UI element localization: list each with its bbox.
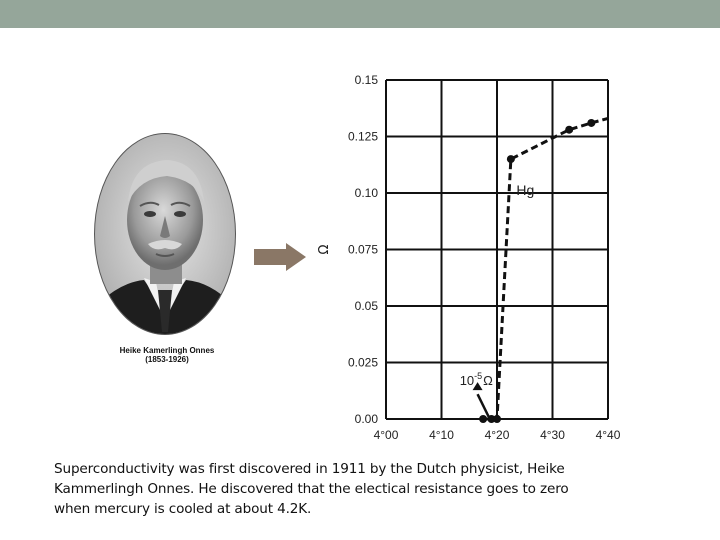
portrait-photo xyxy=(92,132,242,372)
x-tick-label-1: 4°10 xyxy=(429,428,454,442)
y-tick-label-1: 0.125 xyxy=(347,129,378,144)
data-point-0-0 xyxy=(479,415,487,423)
y-axis-label: Ω xyxy=(317,244,332,255)
y-tick-label-3: 0.075 xyxy=(347,242,378,257)
arrow-shape xyxy=(254,243,306,271)
data-point-0-2 xyxy=(493,415,501,423)
resistance-chart xyxy=(310,70,650,455)
x-tick-label-4: 4°40 xyxy=(595,428,621,442)
data-point-0-4 xyxy=(565,126,573,134)
x-tick-label-0: 4°00 xyxy=(373,428,399,442)
data-point-0-3 xyxy=(507,155,515,163)
description-line-2: Kammerlingh Onnes. He discovered that the electical resistance goes to zero xyxy=(54,481,569,497)
chart-svg xyxy=(310,70,650,450)
y-tick-label-6: 0.00 xyxy=(354,412,378,426)
x-tick-label-3: 4°30 xyxy=(540,428,565,442)
y-tick-label-5: 0.025 xyxy=(347,355,378,370)
y-tick-label-4: 0.05 xyxy=(354,299,378,313)
description-line-1: Superconductivity was first discovered in 1911 by the Dutch physicist, Heike xyxy=(54,461,565,477)
annotation-arrow-shaft xyxy=(478,394,489,417)
top-banner xyxy=(0,0,720,28)
portrait-caption-years: (1853-1926) xyxy=(145,355,189,364)
x-tick-label-2: 4°20 xyxy=(484,428,510,442)
data-point-0-5 xyxy=(587,119,595,127)
y-tick-label-0: 0.15 xyxy=(354,73,378,87)
series-label-Hg: Hg xyxy=(516,182,535,198)
right-arrow-icon xyxy=(254,243,306,276)
description-line-3: when mercury is cooled at about 4.2K. xyxy=(54,501,312,517)
annotation-0: $10^{-5}\Omega$ xyxy=(459,371,493,389)
series-line-Hg xyxy=(483,118,608,419)
y-tick-label-2: 0.10 xyxy=(354,186,378,200)
description-text xyxy=(54,459,654,519)
portrait-caption-name: Heike Kamerlingh Onnes xyxy=(119,346,215,355)
